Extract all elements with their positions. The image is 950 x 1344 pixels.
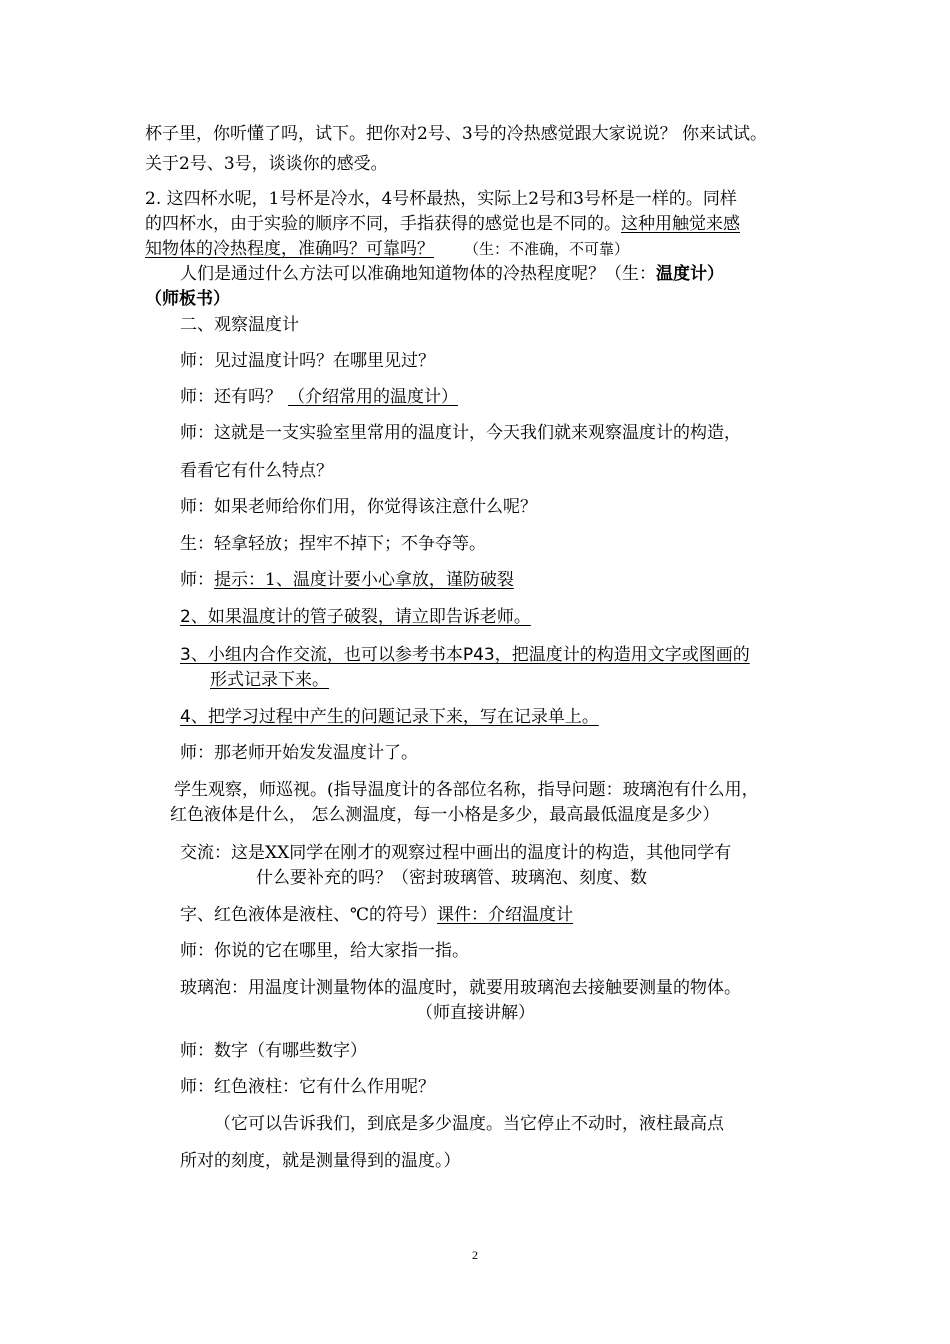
underlined-note: （介绍常用的温度计） — [288, 387, 458, 407]
paragraph-line: 师：如果老师给你们用，你觉得该注意什么呢？ — [180, 497, 537, 517]
paragraph-line: 2. 这四杯水呢，1号杯是冷水，4号杯最热，实际上2号和3号杯是一样的。同样 — [145, 189, 737, 209]
paragraph-line: （它可以告诉我们，到底是多少温度。当它停止不动时，液柱最高点 — [214, 1114, 724, 1134]
paragraph-line: 师：数字（有哪些数字） — [180, 1041, 367, 1061]
paragraph-line: 生：轻拿轻放；捏牢不掉下；不争夺等。 — [180, 534, 486, 554]
bold-answer: 温度计） — [656, 264, 724, 284]
paragraph-line: 师：红色液柱：它有什么作用呢？ — [180, 1077, 435, 1097]
courseware-note: 课件：介绍温度计 — [437, 905, 574, 925]
paragraph-line: 看看它有什么特点？ — [180, 461, 333, 481]
paragraph-line: 师：见过温度计吗？在哪里见过？ — [180, 351, 435, 371]
paragraph-line: 学生观察，师巡视。(指导温度计的各部位名称，指导问题：玻璃泡有什么用， — [174, 780, 759, 800]
tip-item-1: 提示：1、温度计要小心拿放，谨防破裂 — [214, 570, 514, 590]
body-text: 字、红色液体是液柱、℃的符号） — [180, 905, 438, 925]
paragraph-line: 玻璃泡：用温度计测量物体的温度时，就要用玻璃泡去接触要测量的物体。 — [180, 978, 741, 998]
paragraph-line: 交流：这是XX同学在刚才的观察过程中画出的温度计的构造，其他同学有 — [180, 843, 732, 863]
paragraph-line: （师直接讲解） — [416, 1003, 535, 1023]
body-text: 的四杯水，由于实验的顺序不同，手指获得的感觉也是不同的。 — [145, 214, 621, 234]
paragraph-line — [180, 569, 514, 591]
student-answer: （生：不准确，不可靠） — [464, 240, 630, 258]
body-text: 师：还有吗？ — [180, 387, 282, 407]
page-number: 2 — [472, 1248, 478, 1262]
board-note: （师板书） — [145, 289, 230, 309]
paragraph-line — [180, 263, 724, 285]
paragraph-line — [180, 386, 458, 408]
body-text: 师： — [180, 570, 214, 590]
paragraph-line — [180, 904, 573, 926]
paragraph-line: 什么要补充的吗？（密封玻璃管、玻璃泡、刻度、数 — [256, 868, 647, 888]
tip-item-2: 2、如果温度计的管子破裂，请立即告诉老师。 — [180, 607, 531, 627]
underlined-question: 知物体的冷热程度，准确吗？可靠吗？ — [145, 239, 434, 259]
underlined-question: 这种用触觉来感 — [621, 214, 740, 234]
paragraph-line: 师：那老师开始发发温度计了。 — [180, 743, 418, 763]
paragraph-line — [145, 213, 740, 235]
paragraph-line — [145, 238, 629, 260]
section-heading: 二、观察温度计 — [180, 315, 299, 335]
body-text: 人们是通过什么方法可以准确地知道物体的冷热程度呢？（生： — [180, 264, 656, 284]
tip-item-4: 4、把学习过程中产生的问题记录下来，写在记录单上。 — [180, 707, 599, 727]
tip-item-3-continued: 形式记录下来。 — [210, 670, 329, 690]
paragraph-line: 师：你说的它在哪里，给大家指一指。 — [180, 941, 469, 961]
paragraph-line: 师：这就是一支实验室里常用的温度计，今天我们就来观察温度计的构造， — [180, 423, 741, 443]
paragraph-line: 红色液体是什么， 怎么测温度，每一小格是多少，最高最低温度是多少） — [170, 805, 720, 825]
paragraph-line: 关于2号、3号，谈谈你的感受。 — [145, 154, 388, 174]
paragraph-line: 杯子里，你听懂了吗，试下。把你对2号、3号的冷热感觉跟大家说说？ 你来试试。 — [145, 124, 768, 144]
tip-item-3: 3、小组内合作交流，也可以参考书本P43，把温度计的构造用文字或图画的 — [180, 645, 750, 665]
paragraph-line: 所对的刻度，就是测量得到的温度。） — [180, 1151, 461, 1171]
